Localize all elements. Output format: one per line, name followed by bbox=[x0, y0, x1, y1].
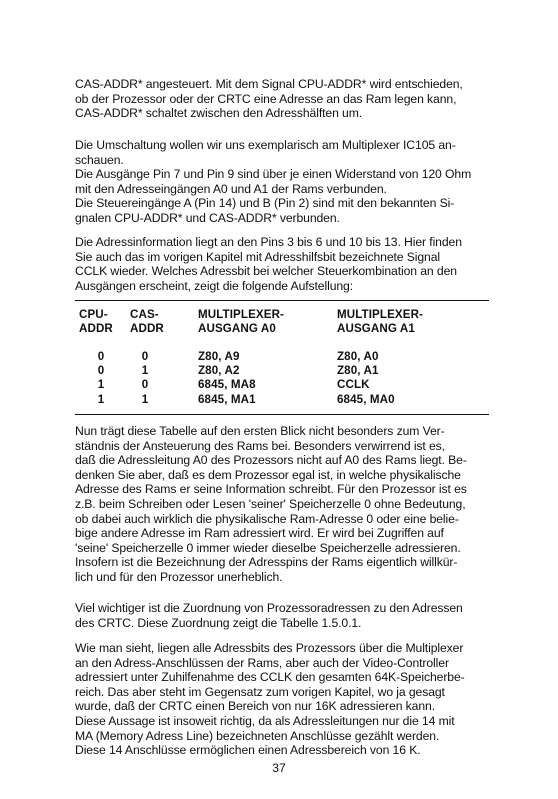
text-line: lich und für den Prozessor unerheblich. bbox=[75, 569, 283, 584]
paragraph-6 bbox=[75, 641, 489, 758]
text-line: Die Ausgänge Pin 7 und Pin 9 sind über je einen Widerstand von 120 Ohm bbox=[75, 167, 472, 182]
paragraph-4 bbox=[75, 424, 489, 585]
paragraph-1 bbox=[75, 77, 489, 121]
table-cell: Z80, A2 bbox=[198, 364, 240, 377]
header-line: ADDR bbox=[79, 321, 113, 335]
text-line: denken Sie aber, daß es dem Prozessor egal ist, in welche physikalische bbox=[75, 467, 461, 482]
text-line: reich. Das aber steht im Gegensatz zum vorigen Kapitel, wo ja gesagt bbox=[75, 684, 445, 699]
text-line: z.B. beim Schreiben oder Lesen 'seiner' Speicherzelle 0 ohne Bedeutung, bbox=[75, 496, 466, 511]
table-header-cpu-addr bbox=[79, 308, 113, 335]
header-line: AUSGANG A0 bbox=[198, 321, 276, 335]
text-line: daß die Adressleitung A0 des Prozessors nicht auf A0 des Rams liegt. Be- bbox=[75, 453, 467, 468]
text-line: Die Adressinformation liegt an den Pins 3 bis 6 und 10 bis 13. Hier finden bbox=[75, 235, 462, 249]
text-line: Diese Aussage ist insoweit richtig, da als Adressleitungen nur die 14 mit bbox=[75, 713, 455, 728]
text-line: adressiert unter Zuhilfenahme des CCLK den gesamten 64K-Speicherbe- bbox=[75, 670, 465, 685]
paragraph-5 bbox=[75, 601, 489, 630]
text-line: mit den Adresseingängen A0 und A1 der Rams verbunden. bbox=[75, 181, 387, 196]
text-line: wurde, daß der CRTC einen Bereich von nur 16K adressieren kann. bbox=[75, 699, 435, 714]
text-line: Die Steuereingänge A (Pin 14) und B (Pin 2) sind mit den bekannten Si- bbox=[75, 196, 455, 211]
table-cell: 1 bbox=[141, 393, 149, 406]
table-cell: Z80, A1 bbox=[337, 364, 379, 377]
table-cell: 0 bbox=[141, 350, 149, 363]
paragraph-2 bbox=[75, 138, 489, 226]
page-number: 37 bbox=[272, 761, 286, 775]
text-line: CAS-ADDR* schaltet zwischen den Adresshälften um. bbox=[75, 106, 363, 121]
table-top-rule bbox=[75, 300, 489, 301]
table-cell: 0 bbox=[97, 364, 105, 377]
text-line: MA (Memory Adress Line) bezeichneten Anschlüsse gezählt werden. bbox=[75, 728, 440, 743]
text-line: 'seine' Speicherzelle 0 immer wieder dieselbe Speicherzelle adressieren. bbox=[75, 540, 461, 555]
text-line: Wie man sieht, liegen alle Adressbits des Prozessors über die Multiplexer bbox=[75, 641, 464, 655]
header-line: AUSGANG A1 bbox=[337, 321, 415, 335]
text-line: CCLK wieder. Welches Adressbit bei welcher Steuerkombination an den bbox=[75, 264, 457, 279]
text-line: schauen. bbox=[75, 152, 124, 167]
text-line: Ausgängen erscheint, zeigt die folgende Aufstellung: bbox=[75, 278, 354, 293]
table-bottom-rule bbox=[75, 414, 489, 415]
table-cell: CCLK bbox=[337, 378, 370, 391]
text-line: Sie auch das im vorigen Kapitel mit Adresshilfsbit bezeichnete Signal bbox=[75, 249, 441, 264]
table-header-ausgang-a1 bbox=[337, 308, 423, 335]
text-line: Viel wichtiger ist die Zuordnung von Prozessoradressen zu den Adressen bbox=[75, 601, 463, 615]
table-cell: 0 bbox=[97, 350, 105, 363]
text-line: Die Umschaltung wollen wir uns exemplarisch am Multiplexer IC105 an- bbox=[75, 138, 456, 152]
header-line: CAS- bbox=[130, 308, 159, 321]
text-line: Insofern ist die Bezeichnung der Adresspins der Rams eigentlich willkür- bbox=[75, 555, 458, 570]
text-line: des CRTC. Diese Zuordnung zeigt die Tabelle 1.5.0.1. bbox=[75, 615, 362, 630]
header-line: MULTIPLEXER- bbox=[198, 308, 285, 321]
text-line: an den Adress-Anschlüssen der Rams, aber auch der Video-Controller bbox=[75, 655, 449, 670]
table-header-ausgang-a0 bbox=[198, 308, 284, 335]
table-cell: 0 bbox=[141, 378, 149, 391]
table-cell: 1 bbox=[97, 393, 105, 406]
table-cell: 6845, MA8 bbox=[198, 378, 256, 391]
table-cell: Z80, A9 bbox=[198, 350, 240, 363]
text-line: bige andere Adresse im Ram adressiert wird. Er wird bei Zugriffen auf bbox=[75, 526, 444, 541]
text-line: Diese 14 Anschlüsse ermöglichen einen Adressbereich von 16 K. bbox=[75, 743, 421, 758]
table-cell: 6845, MA1 bbox=[198, 393, 256, 406]
table-header-cas-addr bbox=[130, 308, 164, 335]
header-line: ADDR bbox=[130, 321, 164, 335]
header-line: MULTIPLEXER- bbox=[337, 308, 424, 321]
text-line: ob der Prozessor oder der CRTC eine Adresse an das Ram legen kann, bbox=[75, 91, 457, 106]
text-line: gnalen CPU-ADDR* und CAS-ADDR* verbunden. bbox=[75, 210, 340, 225]
table-cell: 1 bbox=[97, 378, 105, 391]
table-cell: 1 bbox=[141, 364, 149, 377]
header-line: CPU- bbox=[79, 308, 108, 321]
paragraph-3 bbox=[75, 235, 489, 293]
text-line: Adresse des Rams er seine Information schreibt. Für den Prozessor ist es bbox=[75, 482, 467, 497]
text-line: ständnis der Ansteuerung des Rams bei. Besonders verwirrend ist es, bbox=[75, 438, 445, 453]
text-line: ob dabei auch wirklich die physikalische Ram-Adresse 0 oder eine belie- bbox=[75, 511, 459, 526]
table-cell: Z80, A0 bbox=[337, 350, 379, 363]
text-line: CAS-ADDR* angesteuert. Mit dem Signal CPU-ADDR* wird entschieden, bbox=[75, 77, 463, 91]
table-cell: 6845, MA0 bbox=[337, 393, 395, 406]
text-line: Nun trägt diese Tabelle auf den ersten Blick nicht besonders zum Ver- bbox=[75, 424, 445, 438]
